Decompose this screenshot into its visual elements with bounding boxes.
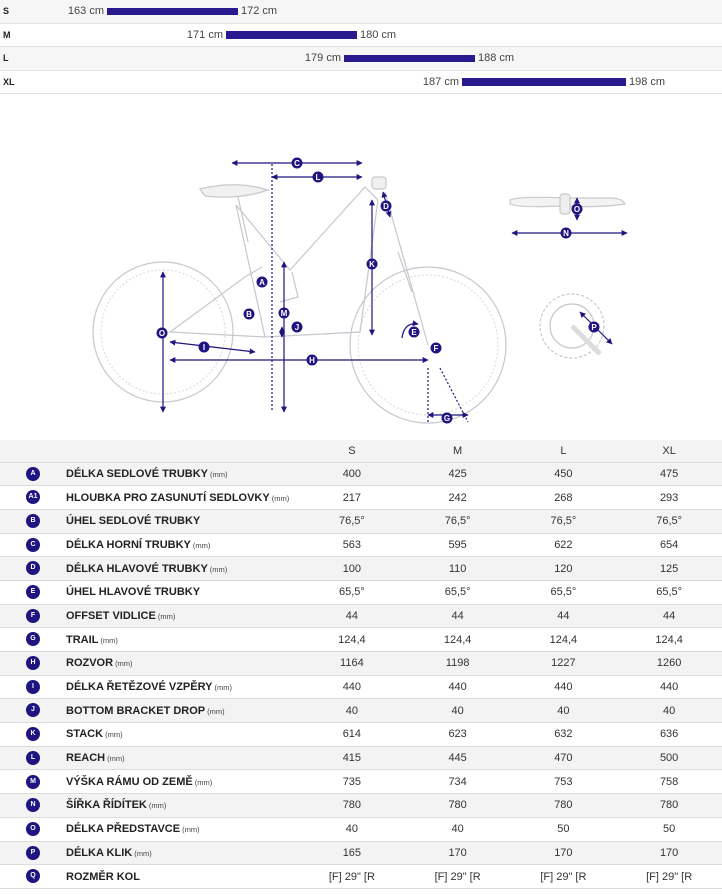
geometry-table [0, 440, 722, 889]
measurement-value: [F] 29" [R [299, 865, 405, 889]
measurement-value: 780 [405, 794, 511, 818]
measurement-value: 170 [405, 841, 511, 865]
measurement-name [66, 628, 299, 652]
measurement-unit: (mm) [115, 659, 133, 669]
size-max-height: 188 cm [478, 52, 515, 64]
measurement-label: ŠÍŘKA ŘÍDÍTEK [66, 799, 147, 812]
measurement-badge: B [26, 514, 40, 528]
table-header [0, 440, 722, 462]
svg-text:B: B [246, 310, 252, 319]
svg-text:G: G [443, 414, 451, 423]
measurement-value: 100 [299, 557, 405, 581]
measurement-name [66, 794, 299, 818]
measurement-badge: C [26, 538, 40, 552]
measurement-value: [F] 29" [R [405, 865, 511, 889]
size-row-m [0, 24, 722, 48]
measurement-unit: (mm) [194, 777, 213, 787]
measurement-unit: (mm) [182, 825, 200, 835]
measurement-value: [F] 29" [R [616, 865, 722, 889]
measurement-value: 110 [405, 557, 511, 581]
measurement-label: ROZMĚR KOL [66, 870, 140, 883]
diagram-label-b [244, 309, 255, 320]
measurement-badge: G [26, 632, 40, 646]
measurement-value: 470 [511, 746, 617, 770]
measurement-value: 124,4 [299, 628, 405, 652]
measurement-value: 125 [616, 557, 722, 581]
measurement-label: ÚHEL SEDLOVÉ TRUBKY [66, 515, 201, 528]
measurement-unit: (mm) [192, 540, 211, 550]
size-label: XL [3, 76, 15, 87]
measurement-value: 735 [299, 770, 405, 794]
diagram-label-l [313, 172, 324, 183]
measurement-value: 40 [299, 817, 405, 841]
diagram-label-h [307, 355, 318, 366]
measurement-name [66, 675, 299, 699]
size-range-bar [226, 31, 357, 39]
size-range-bar [107, 8, 238, 16]
measurement-name [66, 509, 299, 533]
measurement-value: 76,5° [616, 509, 722, 533]
diagram-label-g [442, 413, 453, 424]
measurement-value: 170 [616, 841, 722, 865]
measurement-label: ROZVOR [66, 657, 114, 670]
size-row-l [0, 47, 722, 71]
measurement-value: 40 [299, 699, 405, 723]
measurement-label: HLOUBKA PRO ZASUNUTÍ SEDLOVKY [66, 491, 270, 504]
svg-text:D: D [383, 202, 389, 211]
table-row [0, 746, 722, 770]
measurement-badge: Q [26, 869, 40, 883]
measurement-value: 65,5° [299, 580, 405, 604]
measurement-value: 780 [299, 794, 405, 818]
measurement-label: DÉLKA HLAVOVÉ TRUBKY [66, 562, 208, 575]
size-label: S [3, 6, 10, 16]
table-row [0, 675, 722, 699]
measurement-unit: (mm) [134, 848, 152, 858]
measurement-name [66, 817, 299, 841]
measurement-value: 780 [616, 794, 722, 818]
measurement-badge: O [26, 822, 40, 836]
measurement-value: 50 [511, 817, 617, 841]
measurement-value: 440 [511, 675, 617, 699]
measurement-badge: M [26, 775, 40, 789]
svg-text:O: O [158, 329, 166, 338]
measurement-unit: (mm) [209, 564, 228, 574]
svg-text:O: O [573, 205, 581, 214]
diagram-label-m [279, 308, 290, 319]
measurement-value: 654 [616, 533, 722, 557]
diagram-label-n [561, 228, 572, 239]
diagram-label-i [199, 342, 210, 353]
measurement-value: 44 [511, 604, 617, 628]
measurement-label: DÉLKA SEDLOVÉ TRUBKY [66, 467, 208, 480]
column-header: M [405, 440, 511, 462]
table-row [0, 533, 722, 557]
measurement-value: 425 [405, 462, 511, 486]
size-max-height: 172 cm [241, 5, 278, 17]
measurement-value: 44 [616, 604, 722, 628]
measurement-value: 623 [405, 723, 511, 747]
measurement-badge: A [26, 467, 40, 481]
table-row [0, 841, 722, 865]
measurement-label: OFFSET VIDLICE [66, 609, 156, 622]
measurement-value: 595 [405, 533, 511, 557]
svg-text:L: L [315, 173, 321, 182]
measurement-name [66, 604, 299, 628]
svg-text:E: E [411, 328, 417, 337]
measurement-value: 120 [511, 557, 617, 581]
svg-text:F: F [433, 344, 439, 353]
measurement-name [66, 770, 299, 794]
table-row [0, 628, 722, 652]
measurement-value: 40 [405, 699, 511, 723]
table-row [0, 580, 722, 604]
measurement-unit: (mm) [157, 611, 176, 621]
measurement-value: 44 [405, 604, 511, 628]
table-row [0, 723, 722, 747]
svg-text:M: M [280, 309, 288, 318]
size-row-s [0, 0, 722, 24]
size-range-bar [344, 55, 475, 63]
measurement-value: 440 [299, 675, 405, 699]
diagram-label-p [589, 322, 600, 333]
diagram-label-k [367, 259, 378, 270]
measurement-value: 76,5° [299, 509, 405, 533]
measurement-value: 76,5° [511, 509, 617, 533]
measurement-value: 440 [616, 675, 722, 699]
diagram-label-o-stem [572, 204, 583, 215]
measurement-value: 44 [299, 604, 405, 628]
column-header: L [511, 440, 617, 462]
table-row [0, 462, 722, 486]
measurement-value: 165 [299, 841, 405, 865]
measurement-name [66, 699, 299, 723]
measurement-unit: (mm) [210, 469, 228, 479]
svg-text:C: C [294, 159, 300, 168]
diagram-label-c [292, 158, 303, 169]
measurement-value: 242 [405, 486, 511, 510]
measurement-unit: (mm) [214, 683, 232, 693]
measurement-badge: K [26, 727, 40, 741]
svg-text:A: A [259, 278, 265, 287]
size-max-height: 198 cm [629, 75, 666, 88]
measurement-name [66, 486, 299, 510]
measurement-badge: J [26, 703, 40, 717]
measurement-value: 293 [616, 486, 722, 510]
table-row [0, 699, 722, 723]
measurement-value: 415 [299, 746, 405, 770]
svg-text:P: P [591, 323, 597, 332]
measurement-name [66, 557, 299, 581]
measurement-badge: P [26, 846, 40, 860]
measurement-unit: (mm) [271, 493, 290, 503]
measurement-badge: E [26, 585, 40, 599]
measurement-value: 1227 [511, 652, 617, 676]
size-range-bar [462, 78, 626, 86]
measurement-value: 124,4 [405, 628, 511, 652]
table-row [0, 604, 722, 628]
measurement-value: 400 [299, 462, 405, 486]
measurement-value: 475 [616, 462, 722, 486]
diagram-label-j [292, 322, 303, 333]
measurement-value: 500 [616, 746, 722, 770]
measurement-label: ÚHEL HLAVOVÉ TRUBKY [66, 586, 201, 599]
measurement-label: TRAIL [66, 633, 99, 646]
size-row-xl [0, 71, 722, 95]
measurement-label: STACK [66, 728, 104, 741]
size-max-height: 180 cm [360, 28, 397, 41]
measurement-value: 753 [511, 770, 617, 794]
measurement-value: 40 [405, 817, 511, 841]
size-min-height: 187 cm [422, 75, 459, 88]
measurement-value: 217 [299, 486, 405, 510]
measurement-label: VÝŠKA RÁMU OD ZEMĚ [66, 775, 193, 788]
measurement-value: 170 [511, 841, 617, 865]
table-row [0, 557, 722, 581]
table-row [0, 865, 722, 889]
measurement-value: 50 [616, 817, 722, 841]
measurement-unit: (mm) [100, 635, 118, 645]
measurement-unit: (mm) [148, 801, 167, 811]
measurement-value: 758 [616, 770, 722, 794]
measurement-name [66, 533, 299, 557]
table-row [0, 794, 722, 818]
size-min-height: 179 cm [304, 52, 341, 64]
measurement-value: 445 [405, 746, 511, 770]
diagram-label-a [257, 277, 268, 288]
measurement-value: 1260 [616, 652, 722, 676]
measurement-badge: D [26, 561, 40, 575]
measurement-value: 65,5° [511, 580, 617, 604]
measurement-value: 40 [511, 699, 617, 723]
measurement-name [66, 746, 299, 770]
measurement-name [66, 865, 299, 889]
table-row [0, 652, 722, 676]
table-row [0, 509, 722, 533]
measurement-label: DÉLKA ŘETĚZOVÉ VZPĚRY [66, 681, 213, 694]
measurement-value: 440 [405, 675, 511, 699]
measurement-label: BOTTOM BRACKET DROP [66, 704, 206, 717]
measurement-value: 65,5° [616, 580, 722, 604]
size-min-height: 171 cm [186, 28, 223, 41]
table-row [0, 486, 722, 510]
measurement-value: 76,5° [405, 509, 511, 533]
measurement-value: 636 [616, 723, 722, 747]
measurement-label: REACH [66, 752, 106, 765]
diagram-label-d [381, 201, 392, 212]
measurement-value: 65,5° [405, 580, 511, 604]
measurement-name [66, 462, 299, 486]
measurement-badge: L [26, 751, 40, 765]
measurement-unit: (mm) [105, 730, 123, 740]
size-label: L [3, 53, 9, 63]
measurement-label: DÉLKA HORNÍ TRUBKY [66, 538, 191, 551]
svg-text:J: J [294, 323, 300, 332]
measurement-name [66, 652, 299, 676]
measurement-value: 450 [511, 462, 617, 486]
rider-height-chart [0, 0, 722, 94]
size-min-height: 163 cm [67, 5, 104, 17]
measurement-unit: (mm) [207, 706, 225, 716]
measurement-value: 614 [299, 723, 405, 747]
measurement-value: 268 [511, 486, 617, 510]
table-row [0, 817, 722, 841]
diagram-label-e [409, 327, 420, 338]
measurement-value: 40 [616, 699, 722, 723]
table-row [0, 770, 722, 794]
measurement-value: 1198 [405, 652, 511, 676]
svg-text:I: I [202, 343, 206, 352]
svg-text:K: K [369, 260, 375, 269]
measurement-label: DÉLKA PŘEDSTAVCE [66, 823, 181, 836]
measurement-name [66, 841, 299, 865]
measurement-value: 780 [511, 794, 617, 818]
measurement-unit: (mm) [107, 754, 125, 764]
column-header: XL [616, 440, 722, 462]
measurement-value: 632 [511, 723, 617, 747]
geometry-diagram [0, 92, 722, 438]
measurement-badge: F [26, 609, 40, 623]
measurement-badge: N [26, 798, 40, 812]
column-header: S [299, 440, 405, 462]
measurement-name [66, 580, 299, 604]
measurement-badge: H [26, 656, 40, 670]
diagram-label-f [431, 343, 442, 354]
measurement-value: [F] 29" [R [511, 865, 617, 889]
measurement-name [66, 723, 299, 747]
diagram-label-o-wheel [157, 328, 168, 339]
measurement-value: 124,4 [511, 628, 617, 652]
size-label: M [3, 29, 11, 40]
measurement-value: 622 [511, 533, 617, 557]
measurement-badge: I [26, 680, 40, 694]
measurement-label: DÉLKA KLIK [66, 846, 133, 859]
svg-text:N: N [563, 229, 569, 238]
measurement-value: 1164 [299, 652, 405, 676]
svg-text:H: H [309, 356, 315, 365]
measurement-value: 124,4 [616, 628, 722, 652]
measurement-badge: A1 [26, 490, 40, 504]
measurement-value: 563 [299, 533, 405, 557]
measurement-value: 734 [405, 770, 511, 794]
